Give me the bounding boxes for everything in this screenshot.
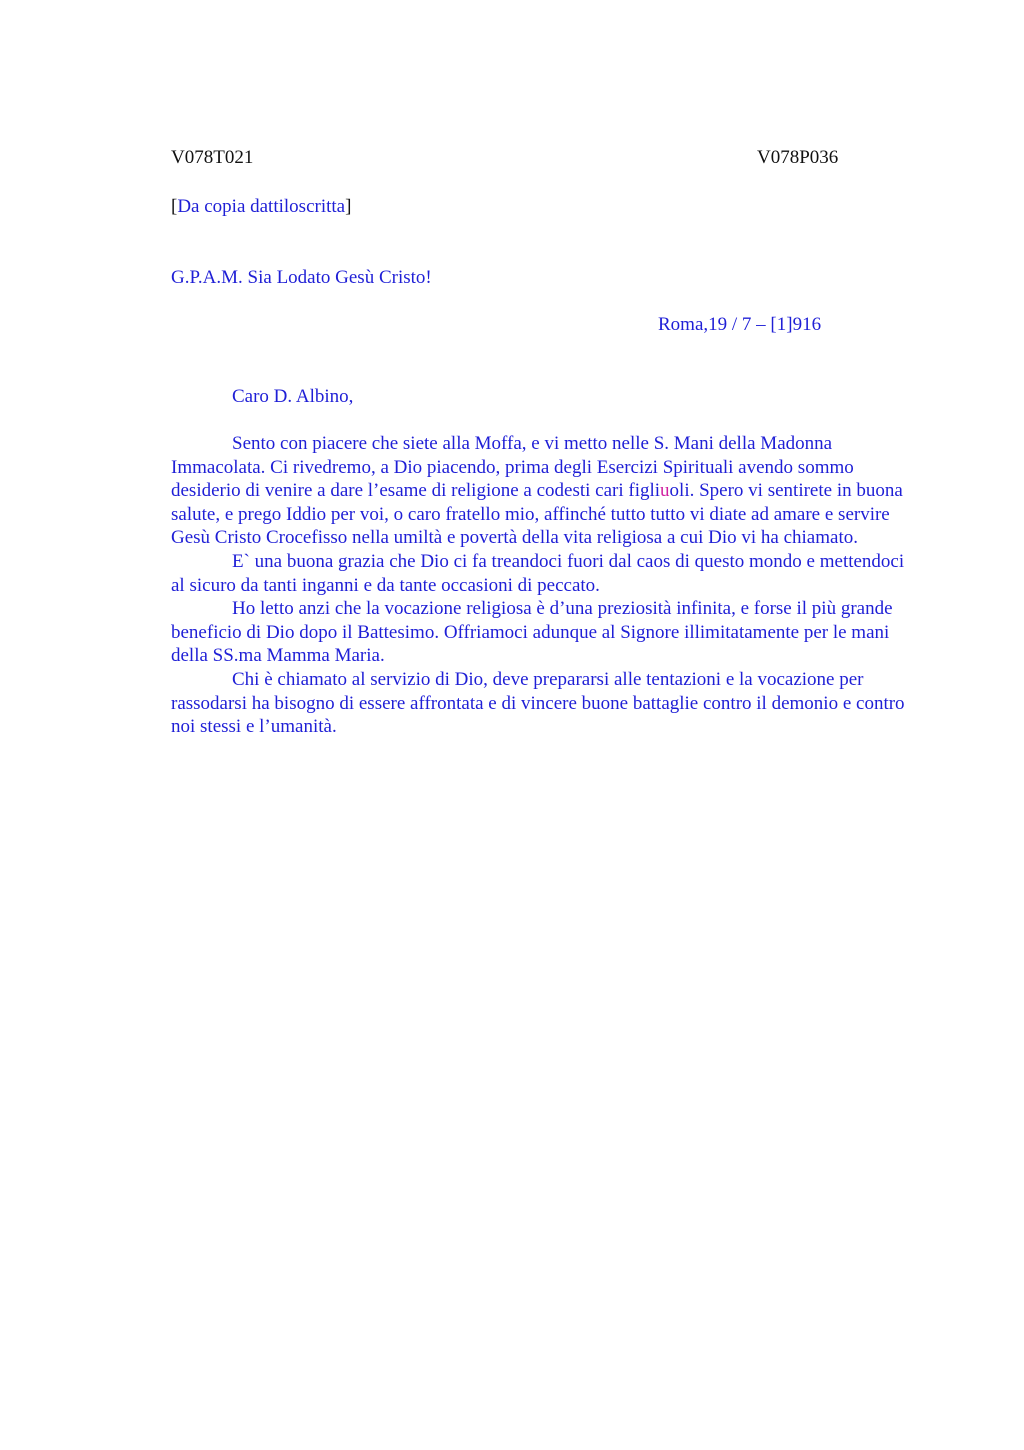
- greeting-line: Caro D. Albino,: [232, 386, 354, 407]
- document-code-right: V078P036: [757, 147, 839, 168]
- paragraph-4: Chi è chiamato al servizio di Dio, deve prepararsi alle tentazioni e la vocazione per rassodarsi ha bisogno di essere affrontata e di vincere buone battaglie contro il demonio e contro noi stessi e l’umanità.: [171, 668, 905, 738]
- paragraph-1-part-1: Sento con piacere che siete alla Moffa, e vi metto nelle S. Mani della Madonna Immacolata. Ci rivedremo, a Dio piacendo, prima degli Esercizi Spirituali avendo sommo desiderio di venire a dare l’esame di religione a codesti cari figli: [171, 433, 854, 502]
- invocation-line: G.P.A.M. Sia Lodato Gesù Cristo!: [171, 267, 432, 288]
- source-note: [171, 195, 351, 219]
- date-line: Roma,19 / 7 – [1]916: [658, 314, 822, 335]
- source-note-open-bracket: [: [171, 196, 178, 217]
- paragraph-3: Ho letto anzi che la vocazione religiosa è d’una preziosità infinita, e forse il più grande beneficio di Dio dopo il Battesimo. Offriamoci adunque al Signore illimitatamente per le mani della SS.ma Mamma Maria.: [171, 598, 893, 667]
- source-note-close-bracket: ]: [345, 196, 352, 217]
- paragraph-2: E` una buona grazia che Dio ci fa treandoci fuori dal caos di questo mondo e mettendoci al sicuro da tanti inganni e da tante occasioni di peccato.: [171, 550, 905, 596]
- source-note-text: Da copia dattiloscritta: [177, 196, 346, 217]
- correction-mark: u: [660, 480, 670, 502]
- paragraph-1-part-2: oli. Spero vi sentirete in buona salute, e prego Iddio per voi, o caro fratello mio, affinché tutto tutto vi diate ad amare e servire Gesù Cristo Crocefisso nella umiltà e povertà della vita religiosa a cui Dio vi ha chiamato.: [171, 480, 903, 549]
- letter-body: [171, 432, 921, 739]
- document-code-left: V078T021: [171, 147, 254, 168]
- paragraph-1: [171, 432, 921, 550]
